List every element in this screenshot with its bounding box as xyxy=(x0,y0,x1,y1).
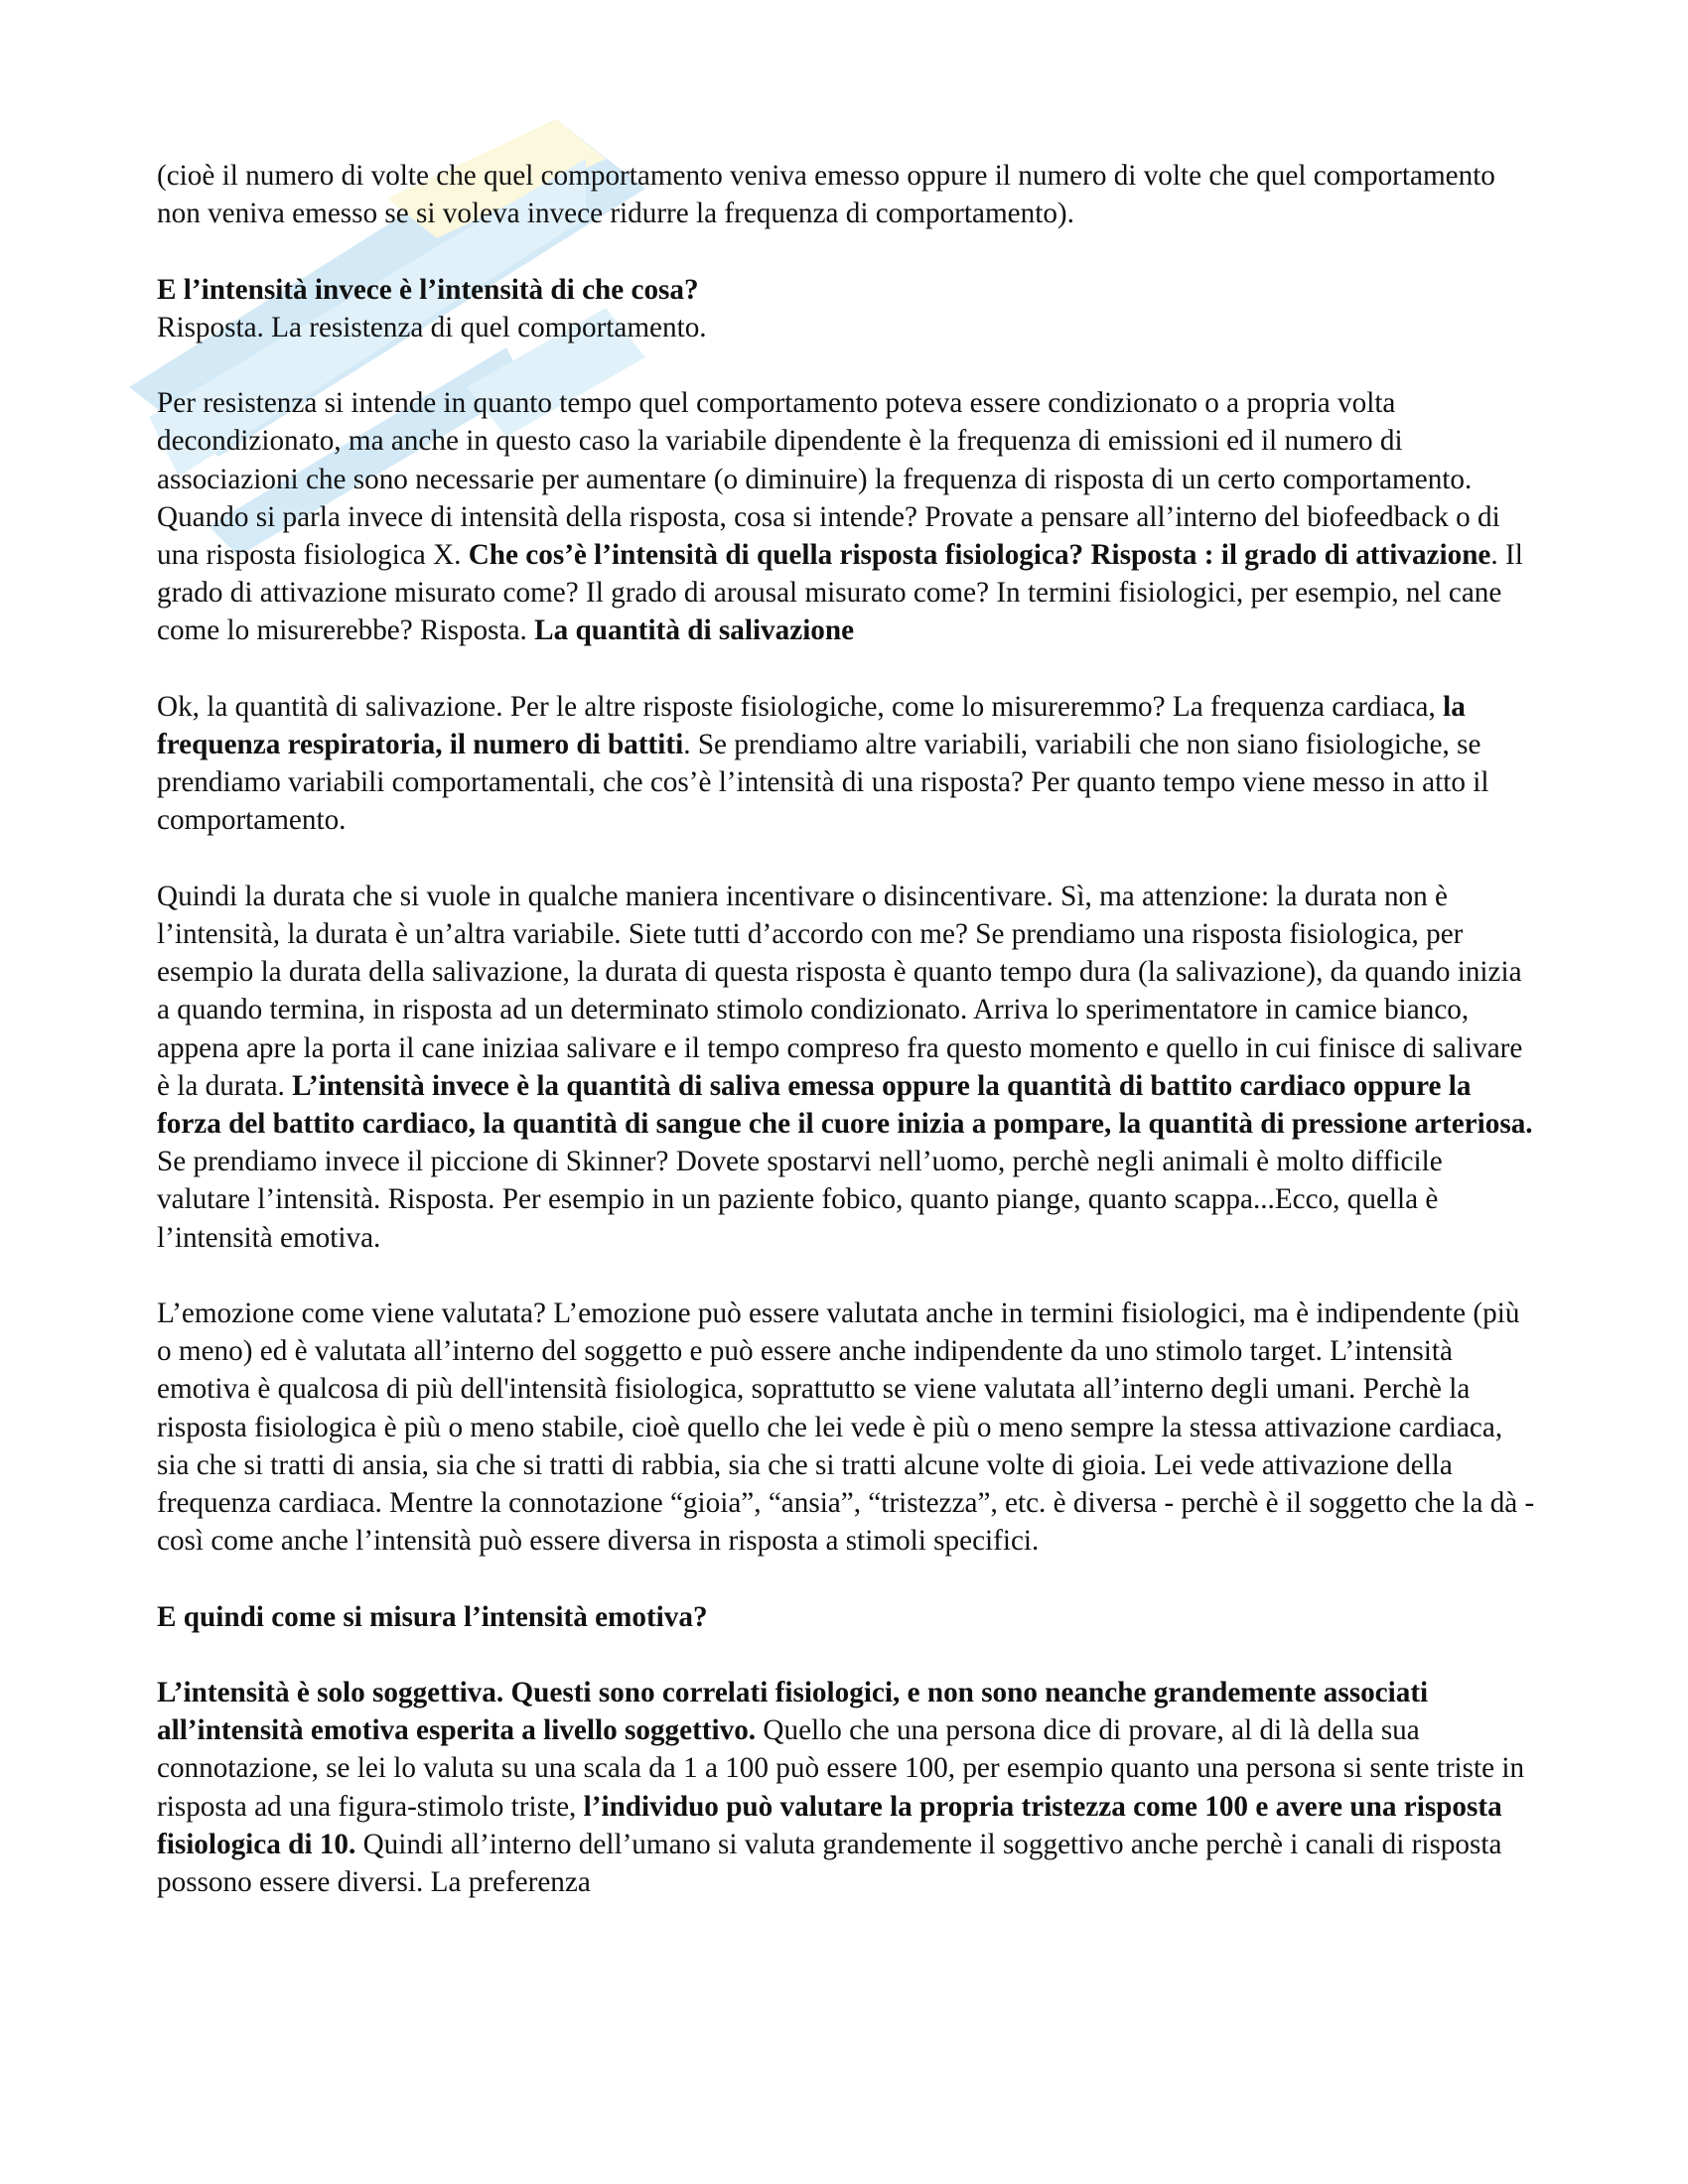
paragraph-emotion xyxy=(157,1295,1535,1560)
paragraph-resistance xyxy=(157,384,1535,649)
text-run-bold: l’individuo può valutare la propria tristezza come 100 e avere una risposta fisiologica di 10. xyxy=(157,1790,1502,1860)
text-run-bold: L’intensità è solo soggettiva. Questi sono correlati fisiologici, e non sono neanche grandemente associati all’intensità emotiva esperita a livello soggettivo. xyxy=(157,1677,1429,1747)
text-run: . Se prendiamo altre variabili, variabili che non siano fisiologiche, se prendiamo variabili comportamentali, che cos’è l’intensità di una risposta? Per quanto tempo viene messo in atto il comportamento. xyxy=(157,729,1489,837)
text-run-bold: la frequenza respiratoria, il numero di battiti xyxy=(157,690,1466,760)
text-run: Se prendiamo invece il piccione di Skinner? Dovete spostarvi nell’uomo, perchè negli animali è molto difficile valutare l’intensità. Risposta. Per esempio in un paziente fobico, quanto piange, quanto scappa...Ecco, quella è l’intensità emotiva. xyxy=(157,1146,1443,1254)
text-run-bold: La quantità di salivazione xyxy=(534,614,855,647)
text-run-bold: Che cos’è l’intensità di quella risposta fisiologica? Risposta : il grado di attivazione xyxy=(468,539,1491,571)
text-run: (cioè il numero di volte che quel comportamento veniva emesso oppure il numero di volte che quel comportamento non veniva emesso se si voleva invece ridurre la frequenza di comportamento). xyxy=(157,160,1495,230)
document-body xyxy=(157,157,1535,1901)
text-run: L’emozione come viene valutata? L’emozione può essere valutata anche in termini fisiologici, ma è indipendente (più o meno) ed è valutata all’interno del soggetto e può essere anche indipendente da uno stimolo target. L’intensità emotiva è qualcosa di più dell'intensità fisiologica, soprattutto se viene valutata all’interno degli umani. Perchè la risposta fisiologica è più o meno stabile, cioè quello che lei vede è più o meno sempre la stessa attivazione cardiaca, sia che si tratti di ansia, sia che si tratti di rabbia, sia che si tratti alcune volte di gioia. Lei vede attivazione della frequenza cardiaca. Mentre la connotazione “gioia”, “ansia”, “tristezza”, etc. è diversa - perchè è il soggetto che la dà - così come anche l’intensità può essere diversa in risposta a stimoli specifici. xyxy=(157,1297,1535,1558)
paragraph-duration xyxy=(157,878,1535,1257)
text-run: Per resistenza si intende in quanto tempo quel comportamento poteva essere condizionato o a propria volta decondizionato, ma anche in questo caso la variabile dipendente è la frequenza di emissioni ed il numero di associazioni che sono necessarie per aumentare (o diminuire) la frequenza di risposta di un certo comportamento. Quando si parla invece di intensità della risposta, cosa si intende? Provate a pensare all’interno del biofeedback o di una risposta fisiologica X. xyxy=(157,387,1500,571)
text-run: Risposta. La resistenza di quel comportamento. xyxy=(157,311,707,343)
question-emotional-intensity xyxy=(157,1598,1535,1636)
text-run: Quello che una persona dice di provare, al di là della sua connotazione, se lei lo valuta su una scala da 1 a 100 può essere 100, per esempio quanto una persona si sente triste in risposta ad una figura-stimolo triste, xyxy=(157,1714,1525,1823)
answer-resistance xyxy=(157,309,1535,346)
text-run: Quindi la durata che si vuole in qualche maniera incentivare o disincentivare. Sì, ma attenzione: la durata non è l’intensità, la durata è un’altra variabile. Siete tutti d’accordo con me? Se prendiamo una risposta fisiologica, per esempio la durata della salivazione, la durata di questa risposta è quanto tempo dura (la salivazione), da quando inizia a quando termina, in risposta ad un determinato stimolo condizionato. Arriva lo sperimentatore in camice bianco, appena apre la porta il cane iniziaa salivare e il tempo compreso fra questo momento e quello in cui finisce di salivare è la durata. xyxy=(157,880,1523,1102)
paragraph-subjective xyxy=(157,1674,1535,1901)
text-run: Ok, la quantità di salivazione. Per le altre risposte fisiologiche, come lo misureremmo? La frequenza cardiaca, xyxy=(157,690,1444,723)
question-intensity xyxy=(157,271,1535,309)
text-run-bold: E quindi come si misura l’intensità emotiva? xyxy=(157,1600,708,1633)
text-run-bold: E l’intensità invece è l’intensità di che cosa? xyxy=(157,273,699,306)
text-run: . Il grado di attivazione misurato come? Il grado di arousal misurato come? In termini fisiologici, per esempio, nel cane come lo misurerebbe? Risposta. xyxy=(157,539,1523,647)
paragraph-salivation xyxy=(157,688,1535,840)
text-run-bold: L’intensità invece è la quantità di saliva emessa oppure la quantità di battito cardiaco oppure la forza del battito cardiaco, la quantità di sangue che il cuore inizia a pompare, la quantità di pressione arteriosa. xyxy=(157,1069,1533,1141)
paragraph-1 xyxy=(157,157,1535,232)
text-run: Quindi all’interno dell’umano si valuta grandemente il soggettivo anche perchè i canali di risposta possono essere diversi. La preferenza xyxy=(157,1828,1502,1899)
